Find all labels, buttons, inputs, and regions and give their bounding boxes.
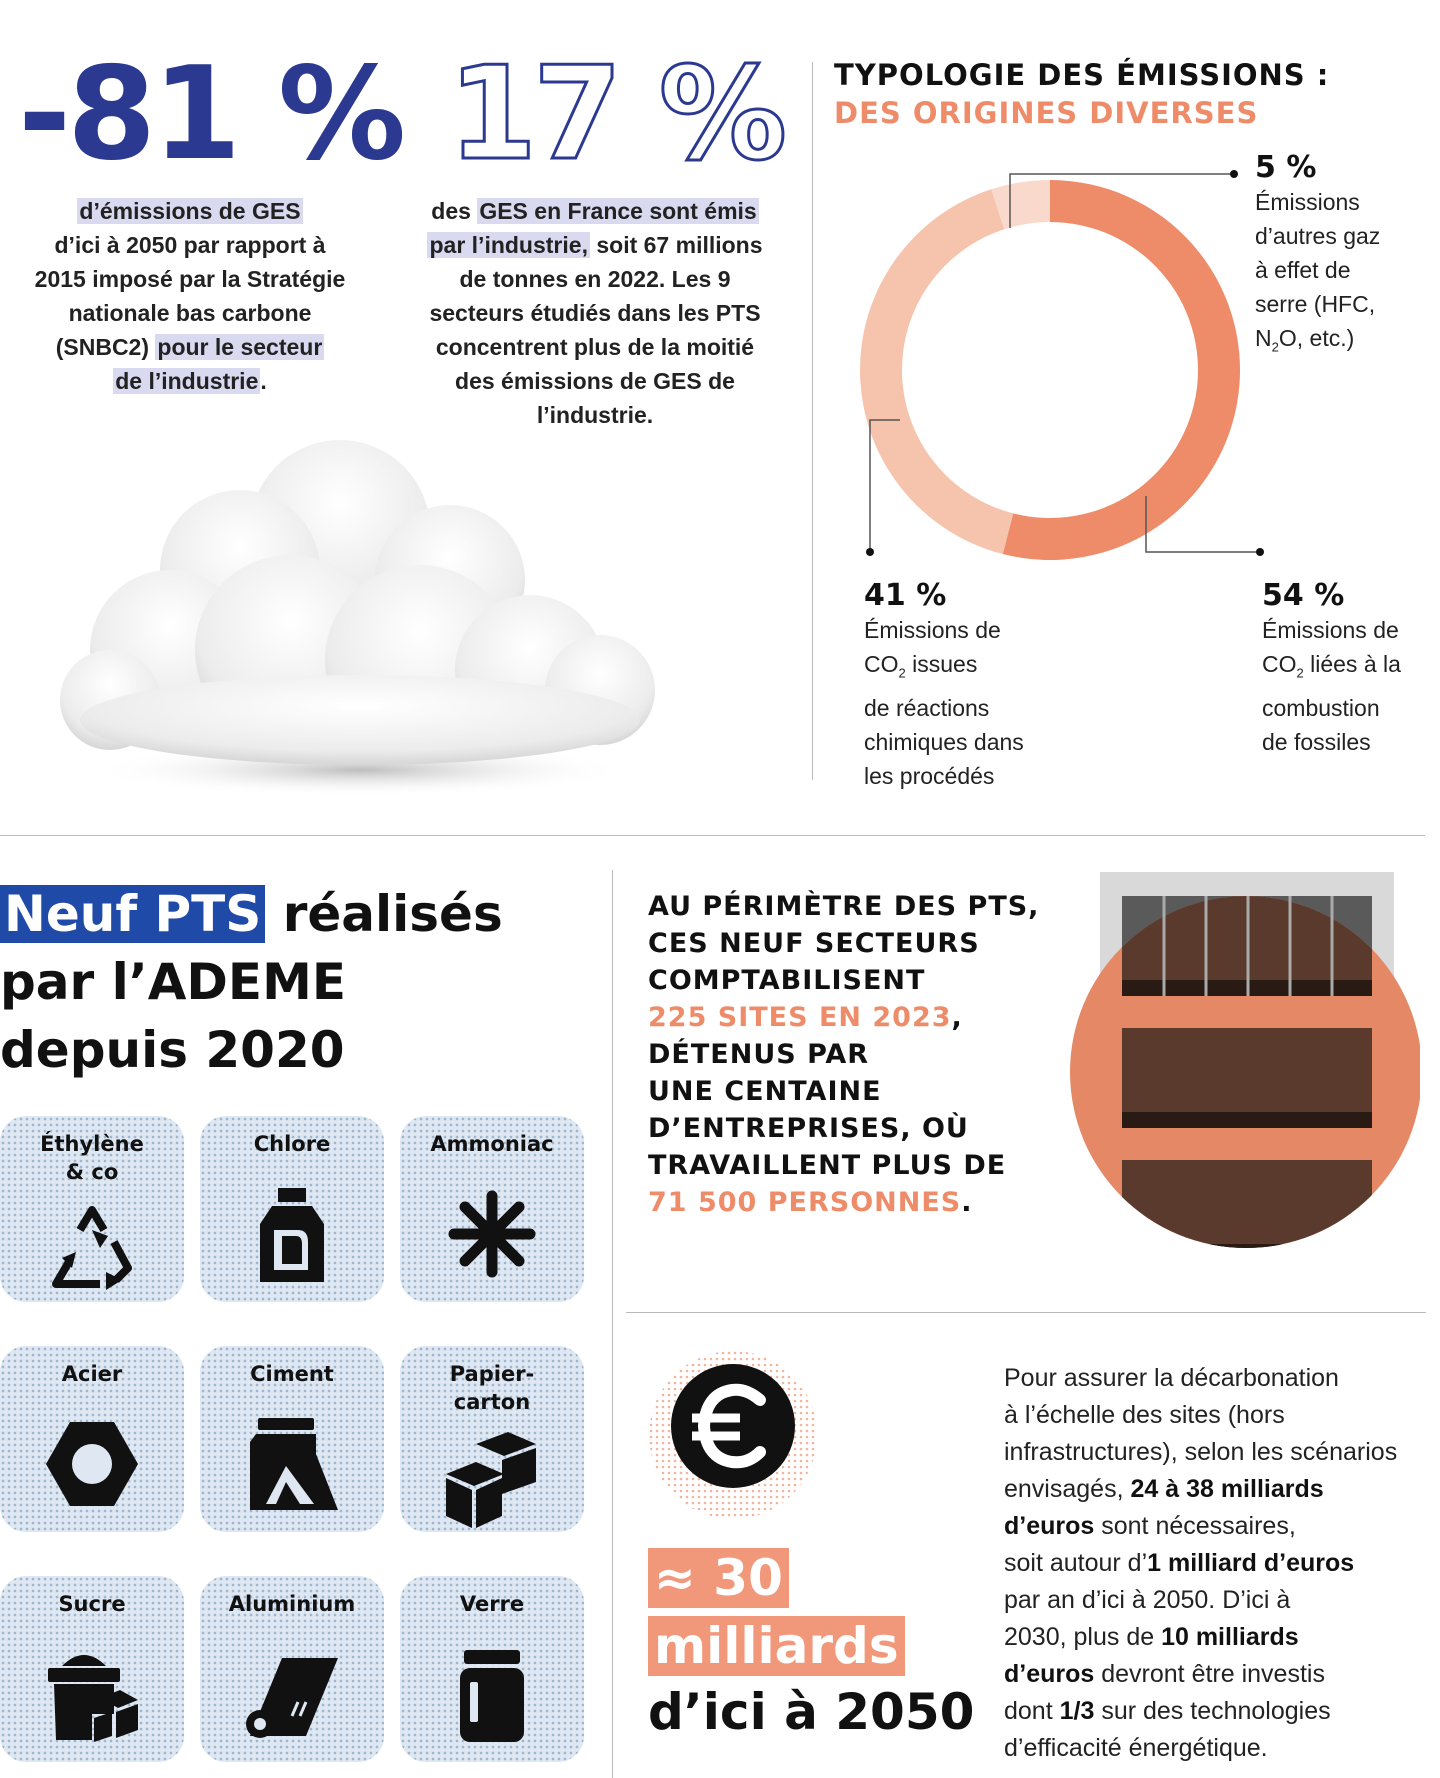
tile-sucre (0, 1576, 184, 1762)
donut-label-41 (864, 578, 1084, 793)
donut-label-41-l2sub: 2 (898, 665, 906, 681)
donut-label-41-l4: chimiques dans (864, 728, 1024, 755)
donut-label-54-l2b: liées à la (1303, 651, 1401, 677)
tile-acier-label (0, 1360, 184, 1388)
leader-line-41 (870, 420, 900, 552)
donut-label-5-percent: 5 % (1255, 150, 1317, 185)
donut-label-54-l3: combustion (1262, 694, 1380, 721)
tile-papier-carton-label (400, 1360, 584, 1416)
stat-17-line6: des émissions de GES de (455, 368, 735, 394)
perimeter-l4-post: , (951, 1002, 963, 1033)
invest-approx-value: ≈ 30 (648, 1548, 789, 1608)
invest-t8-bold: 10 milliards (1161, 1623, 1299, 1651)
leader-line-5 (1010, 174, 1234, 228)
stat-81-line3: 2015 imposé par la Stratégie (34, 266, 346, 292)
perimeter-l2: CES NEUF SECTEURS (648, 928, 980, 959)
donut-label-41-desc (864, 613, 1084, 793)
donut-label-5-l5sub: 2 (1271, 339, 1279, 355)
donut-label-54-desc (1262, 613, 1432, 759)
pts-title (0, 880, 503, 1084)
perimeter-l7: D’ENTREPRISES, OÙ (648, 1113, 969, 1144)
donut-label-5-l1: Émissions (1255, 189, 1360, 215)
tile-verre (400, 1576, 584, 1762)
tile-chlore-label-1: Chlore (253, 1132, 331, 1156)
tile-papier-label-1: Papier- (449, 1362, 535, 1386)
tile-ethylene-label-2: & co (65, 1160, 119, 1184)
tile-papier-carton (400, 1346, 584, 1532)
bottom-vertical-divider (612, 870, 613, 1778)
donut-label-54-l4: de fossiles (1262, 728, 1371, 755)
boxes-icon (442, 1430, 542, 1530)
tile-ethylene-label-1: Éthylène (40, 1132, 144, 1156)
stat-81-line2: d’ici à 2050 par rapport à (54, 232, 326, 258)
perimeter-l6: UNE CENTAINE (648, 1076, 882, 1107)
donut-title-line2: DES ORIGINES DIVERSES (834, 96, 1259, 130)
section-horizontal-divider (0, 835, 1425, 836)
donut-label-5-l2: d’autres gaz (1255, 223, 1381, 249)
office-building-illustration (1060, 872, 1420, 1292)
stat-17-line3: de tonnes en 2022. Les 9 (459, 266, 731, 292)
invest-t4-bold: 24 à 38 milliards (1130, 1475, 1324, 1503)
invest-t5-bold: d’euros (1004, 1512, 1095, 1540)
donut-title (834, 56, 1329, 132)
invest-t6-bold: 1 milliard d’euros (1147, 1549, 1355, 1577)
sugar-icon (42, 1644, 142, 1744)
stat-17-line1-pre: des (431, 198, 478, 224)
perimeter-text (648, 888, 1068, 1221)
tile-aluminium-label-1: Aluminium (228, 1592, 356, 1616)
invest-t1: Pour assurer la décarbonation (1004, 1364, 1339, 1392)
stat-17-line7: l’industrie. (536, 402, 654, 428)
tile-papier-label-2: carton (453, 1390, 531, 1414)
donut-label-5-l5a: N (1255, 325, 1272, 351)
tile-ethylene (0, 1116, 184, 1302)
donut-label-54-l1: Émissions de (1262, 617, 1399, 643)
tile-ciment (200, 1346, 384, 1532)
stat-81-line6-hl: de l’industrie (115, 368, 259, 394)
donut-label-41-l2a: CO (864, 651, 899, 677)
pts-title-highlight: Neuf PTS (0, 885, 265, 943)
donut-label-5-l3: à effet de (1255, 257, 1351, 283)
bottle-icon (242, 1184, 342, 1284)
invest-t10-pre: dont (1004, 1697, 1060, 1725)
perimeter-l5: DÉTENUS PAR (648, 1039, 870, 1070)
donut-label-41-l1: Émissions de (864, 617, 1001, 643)
donut-leader-lines (860, 160, 1280, 560)
leader-dot-54 (1256, 548, 1264, 556)
invest-t6-pre: soit autour d’ (1004, 1549, 1148, 1577)
tile-chlore (200, 1116, 384, 1302)
invest-divider (626, 1312, 1426, 1313)
tile-acier-label-1: Acier (61, 1362, 123, 1386)
stat-81-line5-hl: pour le secteur (157, 334, 323, 360)
invest-t7: par an d’ici à 2050. D’ici à (1004, 1586, 1291, 1614)
perimeter-sites-count: 225 SITES EN 2023 (648, 1002, 952, 1033)
recycle-icon (42, 1200, 142, 1300)
invest-t4-pre: envisagés, (1004, 1475, 1131, 1503)
donut-label-54-percent: 54 % (1262, 578, 1345, 613)
donut-label-41-l5: les procédés (864, 762, 995, 789)
pts-title-line2: par l’ADEME (0, 953, 346, 1011)
invest-paragraph (1004, 1360, 1434, 1767)
donut-label-54-l2sub: 2 (1296, 665, 1304, 681)
invest-t3: infrastructures), selon les scénarios (1004, 1438, 1398, 1466)
perimeter-l8: TRAVAILLENT PLUS DE (648, 1150, 1007, 1181)
donut-label-41-l3: de réactions (864, 694, 990, 721)
donut-label-5 (1255, 150, 1435, 365)
tile-sucre-label-1: Sucre (58, 1592, 126, 1616)
stat-81-description (20, 194, 360, 398)
tile-chlore-label (200, 1130, 384, 1158)
donut-label-5-l4: serre (HFC, (1255, 291, 1376, 317)
stat-81-line5-pre: (SNBC2) (55, 334, 156, 360)
tile-ammoniac (400, 1116, 584, 1302)
donut-label-41-l2b: issues (905, 651, 978, 677)
donut-title-line1: TYPOLOGIE DES ÉMISSIONS : (834, 58, 1330, 92)
donut-label-5-l5b: O, etc.) (1278, 325, 1355, 351)
donut-label-5-desc (1255, 185, 1435, 365)
tile-sucre-label (0, 1590, 184, 1618)
leader-line-54 (1146, 496, 1260, 552)
tile-verre-label-1: Verre (459, 1592, 525, 1616)
asterisk-icon (442, 1184, 542, 1284)
perimeter-l3: COMPTABILISENT (648, 965, 926, 996)
invest-t2: à l’échelle des sites (hors (1004, 1401, 1285, 1429)
cement-sack-icon (242, 1414, 342, 1514)
leader-dot-41 (866, 548, 874, 556)
invest-horizon: d’ici à 2050 (648, 1683, 975, 1741)
foil-roll-icon (242, 1644, 342, 1744)
invest-t9-post: devront être investis (1094, 1660, 1325, 1688)
jar-icon (442, 1644, 542, 1744)
invest-t10-post: sur des technologies (1094, 1697, 1331, 1725)
stat-17-line4: secteurs étudiés dans les PTS (429, 300, 761, 326)
tile-aluminium (200, 1576, 384, 1762)
invest-milliards: milliards (648, 1616, 905, 1676)
stat-81-line4: nationale bas carbone (68, 300, 312, 326)
tile-ammoniac-label (400, 1130, 584, 1158)
stat-17-line2-post: soit 67 millions (589, 232, 763, 258)
invest-t11: d’efficacité énergétique. (1004, 1734, 1268, 1762)
stat-17-line2-hl: par l’industrie, (429, 232, 588, 258)
stat-17-line5: concentrent plus de la moitié (435, 334, 755, 360)
invest-headline (648, 1548, 974, 1748)
perimeter-l9-post: . (961, 1187, 973, 1218)
tile-ciment-label (200, 1360, 384, 1388)
stat-81-value: -81 % (18, 40, 403, 189)
pts-title-line3: depuis 2020 (0, 1021, 345, 1079)
donut-label-54 (1262, 578, 1432, 759)
donut-label-54-l2a: CO (1262, 651, 1297, 677)
tile-acier (0, 1346, 184, 1532)
tile-ciment-label-1: Ciment (250, 1362, 334, 1386)
perimeter-people-count: 71 500 PERSONNES (648, 1187, 962, 1218)
tile-ammoniac-label-1: Ammoniac (430, 1132, 554, 1156)
stat-17-value: 17 % (448, 40, 783, 189)
pts-title-rest: réalisés (265, 885, 503, 943)
invest-t8-pre: 2030, plus de (1004, 1623, 1162, 1651)
hex-nut-icon (42, 1414, 142, 1514)
tile-ethylene-label (0, 1130, 184, 1186)
stat-81-line6-post: . (260, 368, 267, 394)
tile-aluminium-label (200, 1590, 384, 1618)
invest-t9-bold: d’euros (1004, 1660, 1095, 1688)
stat-17-line1-hl: GES en France sont émis (479, 198, 757, 224)
stat-81-line1: d’émissions de GES (79, 198, 301, 224)
invest-t5-post: sont nécessaires, (1094, 1512, 1296, 1540)
stat-17-description (410, 194, 780, 432)
donut-label-41-percent: 41 % (864, 578, 947, 613)
euro-coin-icon (648, 1350, 818, 1520)
cloud-illustration (40, 420, 670, 810)
perimeter-l1: AU PÉRIMÈTRE DES PTS, (648, 891, 1040, 922)
top-vertical-divider (812, 62, 813, 780)
leader-dot-5 (1230, 170, 1238, 178)
invest-t10-bold: 1/3 (1059, 1697, 1095, 1725)
tile-verre-label (400, 1590, 584, 1618)
